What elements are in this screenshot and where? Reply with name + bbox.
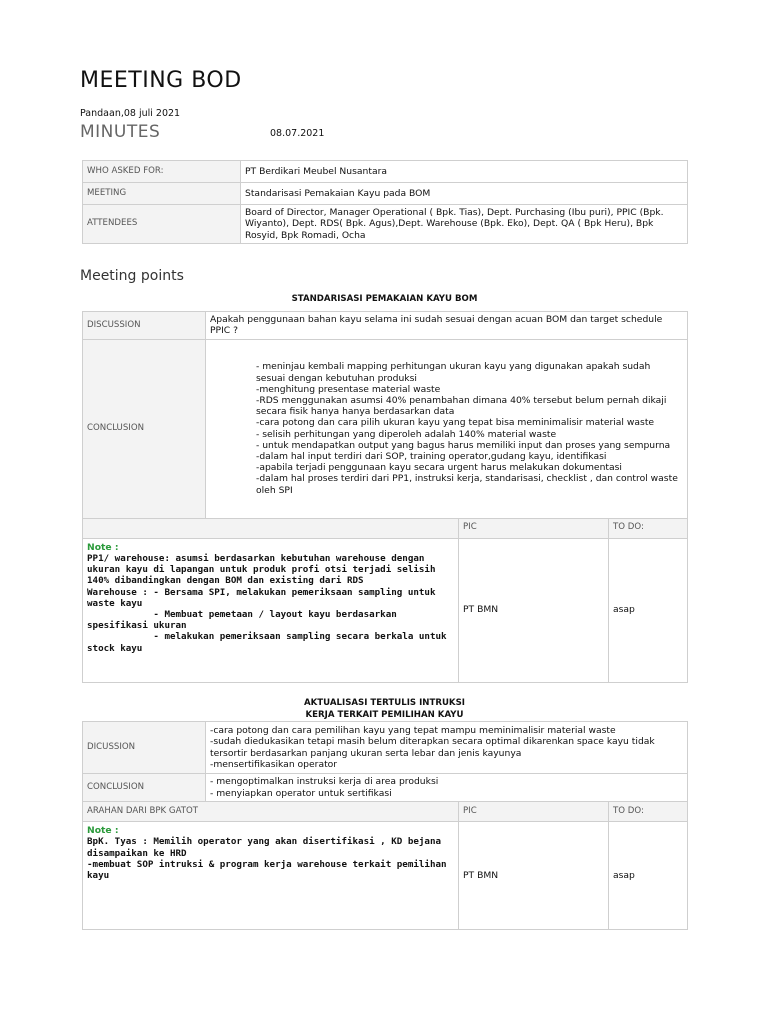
- conclusion-item: -dalam hal proses terdiri dari PP1, instruksi kerja, standarisasi, checklist , dan control waste oleh SPI: [256, 473, 678, 496]
- section1-note-row: [83, 538, 688, 682]
- section2-discussion-cell: [206, 722, 688, 774]
- conclusion-item: -dalam hal input terdiri dari SOP, training operator,gudang kayu, identifikasi: [256, 451, 607, 462]
- meeting-info-table: [82, 160, 688, 244]
- section1-conclusion-label: CONCLUSION: [83, 339, 206, 518]
- section1-discussion-text: Apakah penggunaan bahan kayu selama ini sudah sesuai dengan acuan BOM dan target schedule PPIC ?: [206, 312, 688, 340]
- section1-note-label: Note :: [87, 541, 119, 553]
- section2-pic-header: PIC: [459, 802, 609, 822]
- section2-pic-value: PT BMN: [459, 822, 609, 930]
- document-title: MEETING BOD: [80, 68, 242, 93]
- section1-pic-header: PIC: [459, 518, 609, 538]
- section2-note-line: -membuat SOP intruksi & program kerja warehouse terkait pemilihan kayu: [87, 858, 447, 881]
- attendees-value: Board of Director, Manager Operational ( Bpk. Tias), Dept. Purchasing (Ibu puri), PPIC (Bpk. Wiyanto), Dept. RDS( Bpk. Agus),Dept. Warehouse (Bpk. Eko), Dept. QA ( Bpk Heru), Bpk Rosyid, Bpk Romadi, Ocha: [241, 205, 688, 244]
- meeting-value: Standarisasi Pemakaian Kayu pada BOM: [241, 183, 688, 205]
- section2-discussion-label: DICUSSION: [83, 722, 206, 774]
- section1-note-line: - melakukan pemeriksaan sampling secara berkala untuk stock kayu: [87, 631, 453, 654]
- section1-header-blank: [83, 518, 459, 538]
- section1-note-line: PP1/ warehouse: asumsi berdasarkan kebutuhan warehouse dengan ukuran kayu di lapangan untuk produk profi otsi terjadi selisih 140% dibandingkan dengan BOM dan existing dari RDS: [87, 552, 436, 587]
- conclusion-item: -RDS menggunakan asumsi 40% penambahan dimana 40% tersebut belum pernah dikaji secara fisik hanya hanya berdasarkan data: [256, 394, 667, 418]
- section1-header-row: [83, 518, 688, 538]
- section1-todo-header: TO DO:: [609, 518, 688, 538]
- section1-conclusion-list: [206, 339, 688, 518]
- conclusion-item: -apabila terjadi penggunaan kayu secara urgent harus melakukan dokumentasi: [256, 462, 622, 474]
- section1-conclusion-row: [83, 339, 688, 518]
- minutes-date: 08.07.2021: [270, 128, 325, 139]
- section1-table: [82, 311, 688, 683]
- section2-note-label: Note :: [87, 825, 119, 836]
- section2-note-cell: [83, 822, 459, 930]
- discussion-item: -cara potong dan cara pemilihan kayu yang tepat mampu meminimalisir material waste: [210, 724, 616, 736]
- conclusion-item: -cara potong dan cara pilih ukuran kayu yang tepat bisa meminimalisir material waste: [256, 417, 655, 429]
- discussion-item: -sudah diedukasikan tetapi masih belum diterapkan secara optimal dikarenkan space kayu tidak tersortir berdasarkan panjang ukuran serta lebar dan jenis kayunya: [210, 736, 655, 759]
- meeting-row: [83, 183, 688, 205]
- section2-conclusion-row: [83, 774, 688, 802]
- section2-todo-value: asap: [609, 822, 688, 930]
- section1-note-line: - Membuat pemetaan / layout kayu berdasarkan spesifikasi ukuran: [87, 608, 403, 632]
- conclusion-item: - untuk mendapatkan output yang bagus harus memiliki input dan proses yang sempurna: [256, 439, 671, 451]
- discussion-item: -mensertifikasikan operator: [210, 758, 338, 770]
- meeting-points-heading: Meeting points: [80, 268, 184, 284]
- who-asked-value: PT Berdikari Meubel Nusantara: [241, 161, 688, 183]
- section2-title-line1: AKTUALISASI TERTULIS INTRUKSI: [304, 698, 465, 708]
- section2-note-row: [83, 822, 688, 930]
- section1-discussion-row: [83, 312, 688, 340]
- section1-todo-value: asap: [609, 538, 688, 682]
- attendees-row: [83, 205, 688, 244]
- minutes-label: MINUTES: [80, 122, 161, 142]
- section2-arahan-header: ARAHAN DARI BPK GATOT: [83, 802, 459, 822]
- meeting-label: MEETING: [83, 183, 241, 205]
- conclusion-item: -menghitung presentase material waste: [256, 383, 441, 395]
- conclusion-item: - menyiapkan operator untuk sertifikasi: [210, 787, 392, 799]
- section1-discussion-label: DISCUSSION: [83, 312, 206, 340]
- section2-conclusion-label: CONCLUSION: [83, 774, 206, 802]
- section2-discussion-row: [83, 722, 688, 774]
- conclusion-item: - meninjau kembali mapping perhitungan ukuran kayu yang digunakan apakah sudah sesuai dengan kebutuhan produksi: [256, 361, 651, 384]
- place-date: Pandaan,08 juli 2021: [80, 108, 181, 119]
- attendees-label: ATTENDEES: [83, 205, 241, 244]
- conclusion-item: - mengoptimalkan instruksi kerja di area produksi: [210, 776, 439, 788]
- who-asked-label: WHO ASKED FOR:: [83, 161, 241, 183]
- section2-title-line2: KERJA TERKAIT PEMILIHAN KAYU: [305, 710, 464, 720]
- who-asked-row: [83, 161, 688, 183]
- section1-pic-value: PT BMN: [459, 538, 609, 682]
- section1-note-cell: [83, 538, 459, 682]
- section2-header-row: [83, 802, 688, 822]
- section2-table: [82, 721, 688, 930]
- section1-note-line: Warehouse : - Bersama SPI, melakukan pemeriksaan sampling untuk waste kayu: [87, 586, 436, 609]
- section1-title: STANDARISASI PEMAKAIAN KAYU BOM: [291, 294, 478, 304]
- section2-conclusion-cell: [206, 774, 688, 802]
- section2-todo-header: TO DO:: [609, 802, 688, 822]
- conclusion-item: - selisih perhitungan yang diperoleh adalah 140% material waste: [256, 428, 557, 440]
- section2-note-line: BpK. Tyas : Memilih operator yang akan disertifikasi , KD bejana disampaikan ke HRD: [87, 836, 442, 859]
